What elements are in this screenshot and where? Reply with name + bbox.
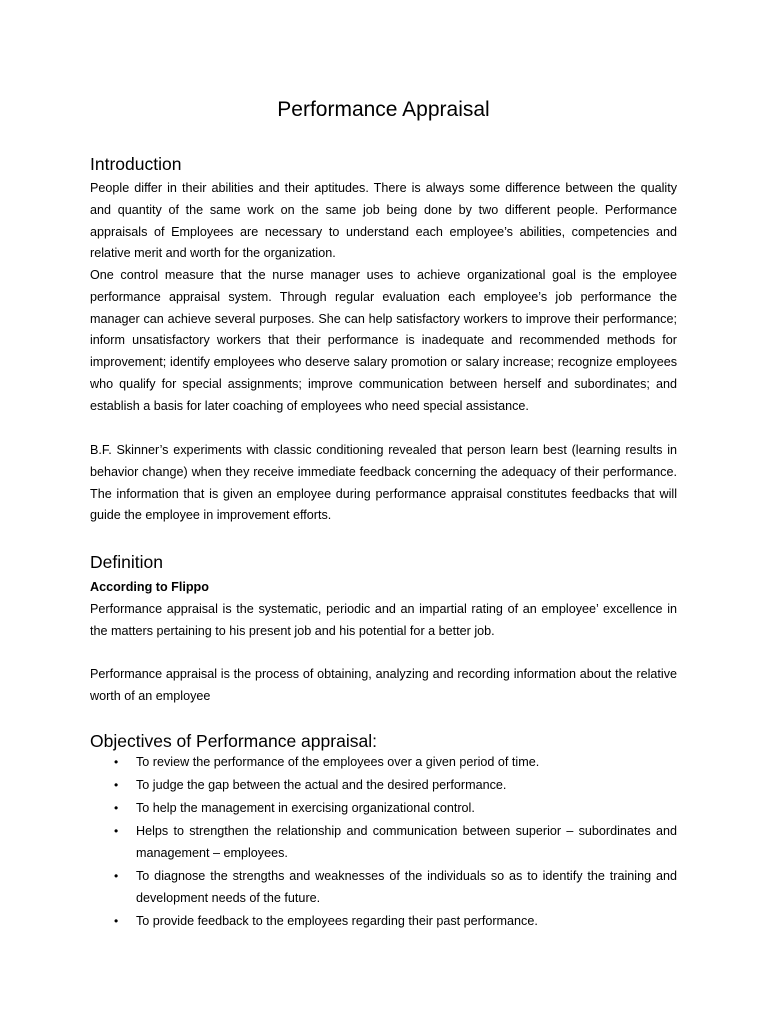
definition-paragraph-2: Performance appraisal is the process of obtaining, analyzing and recording information about the relative worth of an employee — [90, 667, 677, 703]
list-item — [90, 752, 677, 774]
bullet-icon: • — [114, 777, 119, 792]
list-item-text: Helps to strengthen the relationship and communication between superior – subordinates and management – employees. — [136, 823, 677, 860]
list-item-text: To judge the gap between the actual and the desired performance. — [136, 777, 507, 792]
definition-paragraph-1: Performance appraisal is the systematic, periodic and an impartial rating of an employee’ excellence in the matters pertaining to his present job and his potential for a better job. — [90, 602, 677, 638]
list-item-text: To review the performance of the employees over a given period of time. — [136, 755, 540, 769]
objectives-heading: Objectives of Performance appraisal: — [90, 731, 377, 751]
list-item — [90, 821, 677, 865]
definition-source: According to Flippo — [90, 580, 209, 594]
list-item — [90, 911, 677, 933]
introduction-paragraph-2: One control measure that the nurse manager uses to achieve organizational goal is the employee performance appraisal system. Through regular evaluation each employee’s job performance the manager can achieve several purposes. She can help satisfactory workers to improve their performance; inform unsatisfactory workers that their performance is inadequate and recommended methods for improvement; identify employees who deserve salary promotion or salary increase; recognize employees who qualify for special assignments; improve communication between herself and subordinates; and establish a basis for later coaching of employees who need special assistance. — [90, 268, 677, 413]
bullet-icon: • — [114, 755, 119, 769]
objectives-list — [90, 752, 677, 934]
bullet-icon: • — [114, 913, 119, 928]
bullet-icon: • — [114, 868, 119, 883]
introduction-paragraph-3: B.F. Skinner’s experiments with classic conditioning revealed that person learn best (learning results in behavior change) when they receive immediate feedback concerning the adequacy of their performance. The information that is given an employee during performance appraisal constitutes feedbacks that will guide the employee in improvement efforts. — [90, 443, 677, 523]
bullet-icon: • — [114, 823, 119, 838]
list-item — [90, 866, 677, 910]
bullet-icon: • — [114, 800, 119, 815]
list-item-text: To help the management in exercising organizational control. — [136, 800, 475, 815]
list-item — [90, 798, 677, 820]
definition-heading: Definition — [90, 552, 163, 572]
list-item-text: To provide feedback to the employees regarding their past performance. — [136, 913, 538, 928]
list-item-text: To diagnose the strengths and weaknesses of the individuals so as to identify the training and development needs of the future. — [136, 868, 677, 905]
introduction-paragraph-1: People differ in their abilities and their aptitudes. There is always some difference between the quality and quantity of the same work on the same job being done by two different people. Performance appraisals of Employees are necessary to understand each employee’s abilities, competencies and relative merit and worth for the organization. — [90, 181, 677, 261]
document-title: Performance Appraisal — [277, 98, 490, 121]
list-item — [90, 775, 677, 797]
introduction-heading: Introduction — [90, 154, 182, 174]
